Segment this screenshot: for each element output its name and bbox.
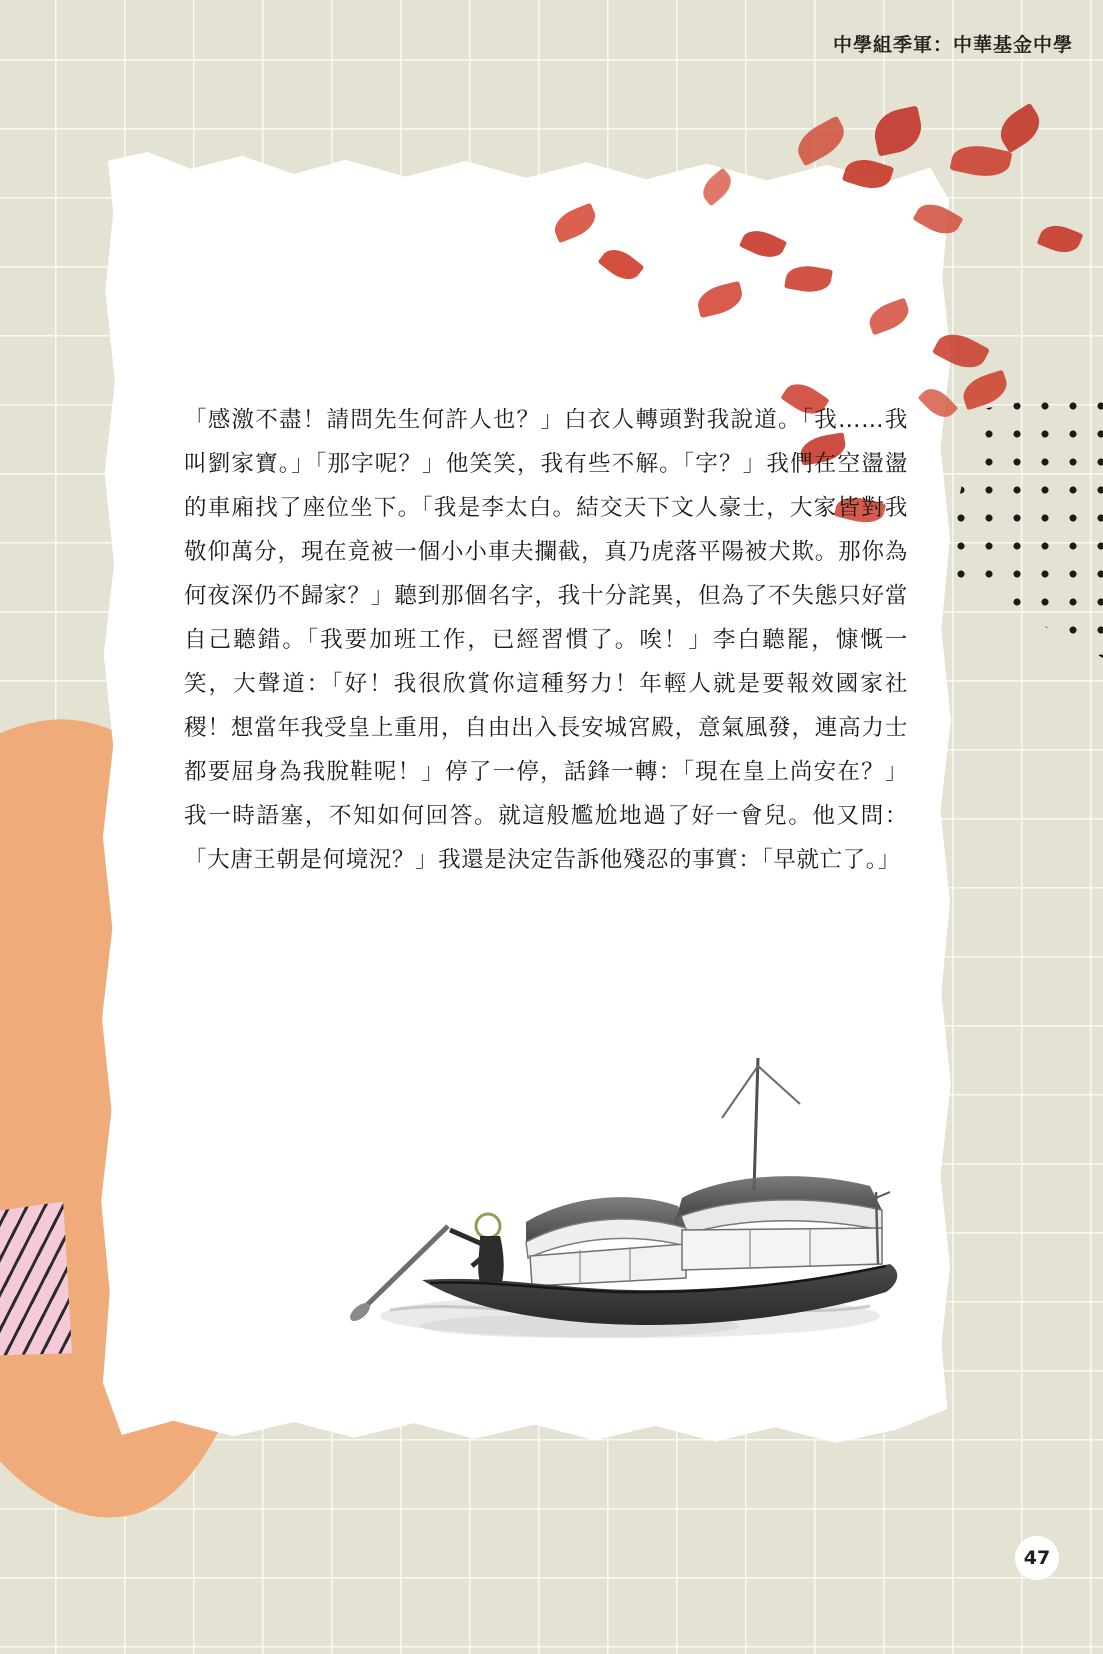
page-number: 47 — [1015, 1536, 1059, 1580]
petal-decoration — [959, 370, 1011, 411]
petal-decoration — [791, 116, 851, 167]
petal-decoration — [993, 103, 1047, 153]
article-body-text: 「感激不盡！請問先生何許人也？」白衣人轉頭對我說道。「我……我叫劉家寶。」「那字呢？」他笑笑，我有些不解。「字？」我們在空盪盪的車廂找了座位坐下。「我是李太白。結交天下文人豪士，大家皆對我敬仰萬分，現在竟被一個小小車夫攔截，真乃虎落平陽被犬欺。那你為何夜深仍不歸家？」聽到那個名字，我十分詫異，但為了不失態只好當自己聽錯。「我要加班工作，已經習慣了。唉！」李白聽罷，慷慨一笑，大聲道：「好！我很欣賞你這種努力！年輕人就是要報效國家社稷！想當年我受皇上重用，自由出入長安城宮殿，意氣風發，連高力士都要屈身為我脫鞋呢！」停了一停，話鋒一轉：「現在皇上尚安在？」我一時語塞，不知如何回答。就這般尷尬地過了好一會兒。他又問：「大唐王朝是何境況？」我還是決定告訴他殘忍的事實：「早就亡了。」 — [184, 407, 908, 873]
boat-illustration — [330, 1040, 920, 1370]
polka-dot-triangle-decoration — [943, 388, 1103, 658]
petal-decoration — [950, 140, 1013, 181]
page-header-title: 中學組季軍：中華基金中學 — [832, 34, 1073, 56]
petal-decoration — [1037, 219, 1084, 258]
petal-decoration — [870, 105, 926, 156]
